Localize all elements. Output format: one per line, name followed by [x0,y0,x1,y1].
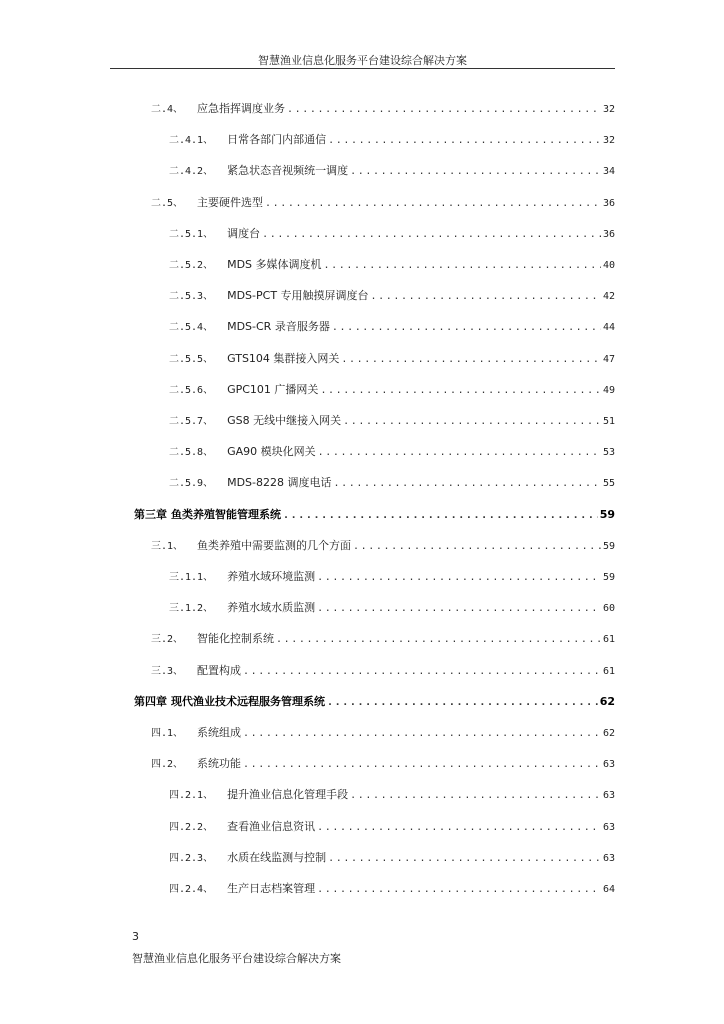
toc-entry[interactable] [169,227,615,242]
footer-title: 智慧渔业信息化服务平台建设综合解决方案 [132,952,341,965]
toc-entry-title: 系统功能 [197,757,242,771]
toc-entry-title: 日常各部门内部通信 [227,133,327,147]
toc-entry-number: 第三章 [134,507,167,521]
toc-entry[interactable] [169,414,615,429]
toc-entry-title: 现代渔业技术远程服务管理系统 [171,694,325,708]
toc-entry-page: 36 [602,228,615,240]
toc-entry-number: 二.4、 [151,104,184,115]
toc-dot-leader [353,540,601,554]
toc-entry-title: MDS-CR 录音服务器 [227,320,330,334]
toc-dot-leader [317,571,601,585]
toc-entry-number: 三.3、 [151,665,184,677]
toc-entry-number: 二.4.1、 [169,135,214,147]
toc-dot-leader [243,758,601,772]
toc-dot-leader [341,353,601,367]
toc-entry[interactable] [151,726,615,741]
toc-entry[interactable] [169,851,615,866]
toc-entry-number: 二.5.7、 [169,416,214,427]
toc-entry-page: 63 [602,821,615,833]
toc-entry-number: 二.5.8、 [169,447,214,459]
toc-entry-page: 64 [602,884,615,895]
toc-entry-title: 提升渔业信息化管理手段 [227,788,349,802]
toc-entry[interactable] [151,632,615,647]
toc-entry[interactable] [169,445,615,460]
toc-entry-number: 三.1.1、 [169,572,214,583]
toc-dot-leader [243,665,601,679]
toc-entry-title: 养殖水域环境监测 [227,570,316,583]
toc-entry-title: 水质在线监测与控制 [227,850,327,864]
toc-dot-leader [243,727,601,741]
toc-entry-page: 60 [602,603,615,615]
toc-entry-number: 二.5.2、 [169,260,214,271]
page-header-title: 智慧渔业信息化服务平台建设综合解决方案 [258,54,467,67]
toc-entry-title: 生产日志档案管理 [227,882,316,895]
toc-entry-title: 智能化控制系统 [197,632,275,646]
toc-entry-page: 59 [599,507,615,521]
toc-entry[interactable] [169,258,615,273]
toc-entry-number: 四.2.1、 [169,790,214,802]
toc-entry-number: 四.2、 [151,759,184,771]
toc-entry[interactable] [169,289,615,304]
toc-dot-leader [317,883,601,897]
toc-entry-page: 32 [602,135,615,147]
toc-dot-leader [350,789,601,803]
toc-entry-title: MDS 多媒体调度机 [227,258,322,271]
toc-entry-page: 42 [602,291,615,303]
toc-dot-leader [317,602,601,616]
header-rule [110,68,615,69]
toc-entry-number: 四.1、 [151,728,184,739]
toc-entry-number: 二.5.6、 [169,384,214,396]
toc-entry-page: 63 [602,852,615,864]
toc-entry-title: 鱼类养殖智能管理系统 [171,507,281,521]
toc-dot-leader [371,290,601,304]
toc-entry[interactable] [169,476,615,491]
toc-entry-title: MDS-8228 调度电话 [227,476,332,490]
toc-chapter-entry[interactable] [134,508,615,523]
toc-dot-leader [350,165,601,179]
toc-entry-page: 34 [602,166,615,178]
toc-dot-leader [262,228,601,242]
toc-entry-page: 40 [602,260,615,271]
toc-dot-leader [327,696,598,710]
toc-entry[interactable] [151,102,615,117]
toc-entry[interactable] [169,320,615,335]
toc-entry-title: GTS104 集群接入网关 [227,351,340,365]
toc-dot-leader [283,509,598,523]
toc-entry-title: 养殖水域水质监测 [227,601,316,615]
toc-entry-title: MDS-PCT 专用触摸屏调度台 [227,289,369,303]
toc-entry-number: 三.1、 [151,540,184,552]
page-number: 3 [132,930,139,943]
toc-dot-leader [328,852,601,866]
toc-entry[interactable] [151,196,615,211]
toc-dot-leader [334,477,601,491]
toc-entry-page: 36 [602,197,615,209]
toc-entry-title: 主要硬件选型 [197,195,264,209]
toc-entry-number: 二.4.2、 [169,166,214,178]
toc-dot-leader [320,384,601,398]
toc-entry-page: 61 [602,665,615,677]
toc-entry[interactable] [169,352,615,367]
toc-dot-leader [318,446,601,460]
toc-entry[interactable] [169,788,615,803]
toc-dot-leader [343,415,601,429]
toc-entry[interactable] [169,882,615,897]
toc-entry-page: 59 [602,540,615,552]
toc-entry-title: 紧急状态音视频统一调度 [227,164,349,178]
toc-entry-page: 49 [602,384,615,396]
toc-entry-page: 53 [602,447,615,459]
toc-entry[interactable] [169,133,615,148]
toc-entry-title: 查看渔业信息资讯 [227,819,316,833]
toc-entry-number: 四.2.4、 [169,884,214,895]
toc-entry-title: 应急指挥调度业务 [197,102,286,115]
toc-entry-page: 59 [602,572,615,583]
toc-entry-number: 二.5.1、 [169,228,214,240]
toc-entry-page: 61 [602,634,615,646]
toc-entry-number: 三.2、 [151,634,184,646]
toc-entry-number: 二.5.4、 [169,322,214,334]
toc-entry-page: 32 [602,104,615,115]
toc-entry[interactable] [169,570,615,585]
toc-chapter-entry[interactable] [134,695,615,710]
toc-entry-number: 第四章 [134,694,167,708]
toc-entry-number: 三.1.2、 [169,603,214,615]
toc-entry[interactable] [169,383,615,398]
toc-entry-page: 51 [602,416,615,427]
toc-entry-title: 系统组成 [197,726,242,739]
toc-entry[interactable] [169,164,615,179]
toc-entry-number: 二.5.3、 [169,291,214,303]
toc-dot-leader [276,633,601,647]
toc-entry-page: 47 [602,353,615,365]
toc-entry-title: 鱼类养殖中需要监测的几个方面 [197,538,352,552]
toc-dot-leader [317,821,601,835]
toc-entry[interactable] [169,820,615,835]
toc-entry-title: GPC101 广播网关 [227,382,319,396]
toc-entry-page: 62 [602,728,615,739]
toc-entry-number: 四.2.3、 [169,852,214,864]
toc-dot-leader [265,197,601,211]
toc-entry[interactable] [169,601,615,616]
toc-entry-title: GS8 无线中继接入网关 [227,414,342,427]
toc-entry-page: 55 [602,478,615,490]
toc-dot-leader [328,134,601,148]
toc-entry-title: 配置构成 [197,663,242,677]
toc-entry-title: GA90 模块化网关 [227,445,316,459]
toc-entry-page: 44 [602,322,615,334]
toc-dot-leader [287,103,601,117]
toc-entry-page: 63 [602,790,615,802]
toc-entry-title: 调度台 [227,226,261,240]
toc-entry[interactable] [151,539,615,554]
toc-entry-page: 63 [602,759,615,771]
toc-entry[interactable] [151,664,615,679]
toc-entry-page: 62 [599,694,615,708]
toc-entry-number: 二.5.9、 [169,478,214,490]
toc-dot-leader [324,259,601,273]
toc-entry-number: 二.5.5、 [169,353,214,365]
toc-entry-number: 四.2.2、 [169,821,214,833]
toc-entry-number: 二.5、 [151,197,184,209]
toc-dot-leader [332,321,601,335]
toc-entry[interactable] [151,757,615,772]
